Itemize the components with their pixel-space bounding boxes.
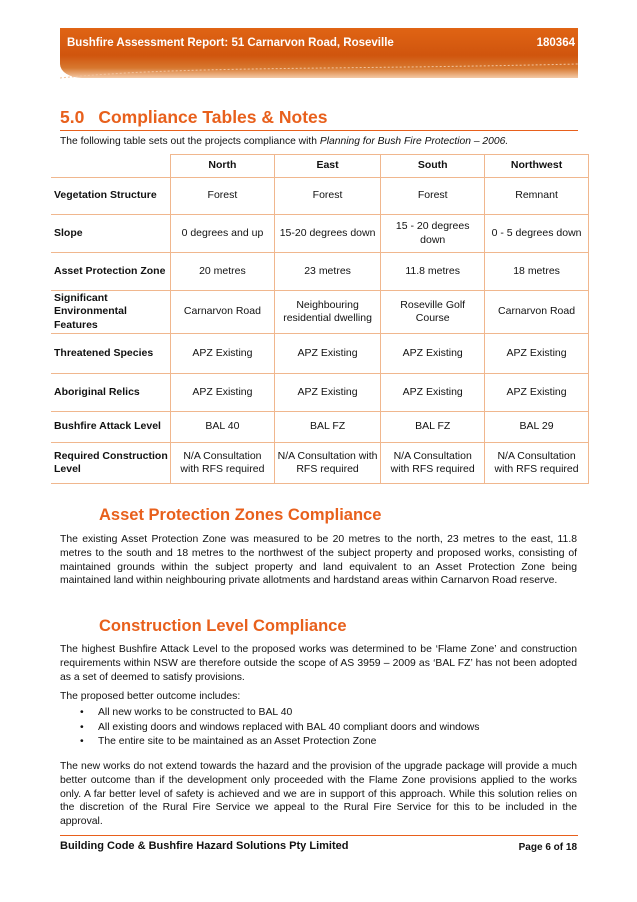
table-row bbox=[51, 178, 589, 215]
footer-page-number: Page 6 of 18 bbox=[518, 842, 577, 853]
table-cell: N/A Consultation with RFS required bbox=[171, 443, 275, 484]
row-label: Threatened Species bbox=[51, 334, 171, 374]
table-cell: Neighbouring residential dwelling bbox=[274, 291, 380, 334]
column-header: East bbox=[274, 155, 380, 178]
table-cell: APZ Existing bbox=[274, 374, 380, 412]
table-cell: Roseville Golf Course bbox=[381, 291, 485, 334]
row-label: Asset Protection Zone bbox=[51, 253, 171, 291]
table-cell: Carnarvon Road bbox=[485, 291, 589, 334]
apz-paragraph: The existing Asset Protection Zone was measured to be 20 metres to the north, 23 metres to the east, 11.8 metres to the south and 18 metres to the northwest of the subject property and proposed works, consisting of maintained grounds within the subject property and land equivalent to an Asset Protection Zone being maintained land within neighbouring private allotments and hardstand areas within Carnarvon Road reserve. bbox=[60, 534, 577, 587]
table-row bbox=[51, 291, 589, 334]
column-header: Northwest bbox=[485, 155, 589, 178]
table-row bbox=[51, 215, 589, 253]
row-label: Bushfire Attack Level bbox=[51, 412, 171, 443]
table-cell: BAL FZ bbox=[381, 412, 485, 443]
intro-paragraph bbox=[60, 136, 508, 147]
table-cell: Carnarvon Road bbox=[171, 291, 275, 334]
conclusion-paragraph: The new works do not extend towards the hazard and the provision of the upgrade package will provide a much better outcome than if the development only proceeded with the Flame Zone provisions applied to the works only. A far better level of safety is achieved and we are in support of this approach. While this solution relies on the discretion of the Rural Fire Service we appeal to the Rural Fire Service for this to be included in the approval. bbox=[60, 761, 577, 828]
table-cell: APZ Existing bbox=[485, 334, 589, 374]
table-cell: 15-20 degrees down bbox=[274, 215, 380, 253]
section-title: Compliance Tables & Notes bbox=[98, 107, 328, 127]
row-label: Vegetation Structure bbox=[51, 178, 171, 215]
table-cell: APZ Existing bbox=[171, 334, 275, 374]
intro-text: The following table sets out the projects compliance with bbox=[60, 136, 320, 147]
table-row bbox=[51, 334, 589, 374]
column-header: North bbox=[171, 155, 275, 178]
table-cell: APZ Existing bbox=[171, 374, 275, 412]
construction-paragraph: The highest Bushfire Attack Level to the proposed works was determined to be ‘Flame Zone’ and construction requirements within NSW are therefore outside the scope of AS 3959 – 2009 as ‘BAL FZ’ has not been adopted as a set of deemed to satisfy provisions. bbox=[60, 644, 577, 683]
table-cell: Forest bbox=[171, 178, 275, 215]
construction-heading: Construction Level Compliance bbox=[99, 617, 347, 635]
better-outcome-intro: The proposed better outcome includes: bbox=[60, 691, 241, 702]
table-cell: N/A Consultation with RFS required bbox=[381, 443, 485, 484]
table-cell: Forest bbox=[381, 178, 485, 215]
row-label: Required Construction Level bbox=[51, 443, 171, 484]
better-outcome-list bbox=[60, 706, 479, 750]
table-row bbox=[51, 253, 589, 291]
table-cell: 18 metres bbox=[485, 253, 589, 291]
section-number: 5.0 bbox=[60, 107, 85, 127]
table-cell: Forest bbox=[274, 178, 380, 215]
apz-heading: Asset Protection Zones Compliance bbox=[99, 506, 382, 524]
table-row bbox=[51, 443, 589, 484]
table-cell: APZ Existing bbox=[274, 334, 380, 374]
table-cell: N/A Consultation with RFS required bbox=[274, 443, 380, 484]
header-title: Bushfire Assessment Report: 51 Carnarvon Road, Roseville bbox=[67, 37, 394, 49]
table-header-row bbox=[51, 155, 589, 178]
table-cell: N/A Consultation with RFS required bbox=[485, 443, 589, 484]
table-corner-cell bbox=[51, 155, 171, 178]
footer-divider bbox=[60, 835, 578, 836]
table-cell: Remnant bbox=[485, 178, 589, 215]
row-label: Slope bbox=[51, 215, 171, 253]
table-row bbox=[51, 374, 589, 412]
table-cell: 15 - 20 degrees down bbox=[381, 215, 485, 253]
table-cell: 20 metres bbox=[171, 253, 275, 291]
row-label: Significant Environmental Features bbox=[51, 291, 171, 334]
compliance-table bbox=[51, 154, 589, 484]
list-item: • All existing doors and windows replaced with BAL 40 compliant doors and windows bbox=[60, 721, 479, 736]
header-swoosh-graphic bbox=[60, 60, 578, 90]
table-cell: 0 degrees and up bbox=[171, 215, 275, 253]
footer-company: Building Code & Bushfire Hazard Solutions Pty Limited bbox=[60, 840, 349, 852]
table-row bbox=[51, 412, 589, 443]
table-cell: 11.8 metres bbox=[381, 253, 485, 291]
header-reference-number: 180364 bbox=[536, 37, 575, 49]
intro-publication-title: Planning for Bush Fire Protection – 2006. bbox=[319, 136, 509, 147]
table-cell: BAL 29 bbox=[485, 412, 589, 443]
heading-divider bbox=[60, 130, 578, 131]
table-cell: APZ Existing bbox=[485, 374, 589, 412]
list-item: • All new works to be constructed to BAL 40 bbox=[60, 706, 479, 721]
column-header: South bbox=[381, 155, 485, 178]
row-label: Aboriginal Relics bbox=[51, 374, 171, 412]
table-cell: BAL FZ bbox=[274, 412, 380, 443]
section-heading bbox=[60, 107, 328, 128]
table-cell: 23 metres bbox=[274, 253, 380, 291]
table-cell: APZ Existing bbox=[381, 334, 485, 374]
table-cell: APZ Existing bbox=[381, 374, 485, 412]
list-item: • The entire site to be maintained as an Asset Protection Zone bbox=[60, 735, 479, 750]
table-cell: 0 - 5 degrees down bbox=[485, 215, 589, 253]
table-cell: BAL 40 bbox=[171, 412, 275, 443]
